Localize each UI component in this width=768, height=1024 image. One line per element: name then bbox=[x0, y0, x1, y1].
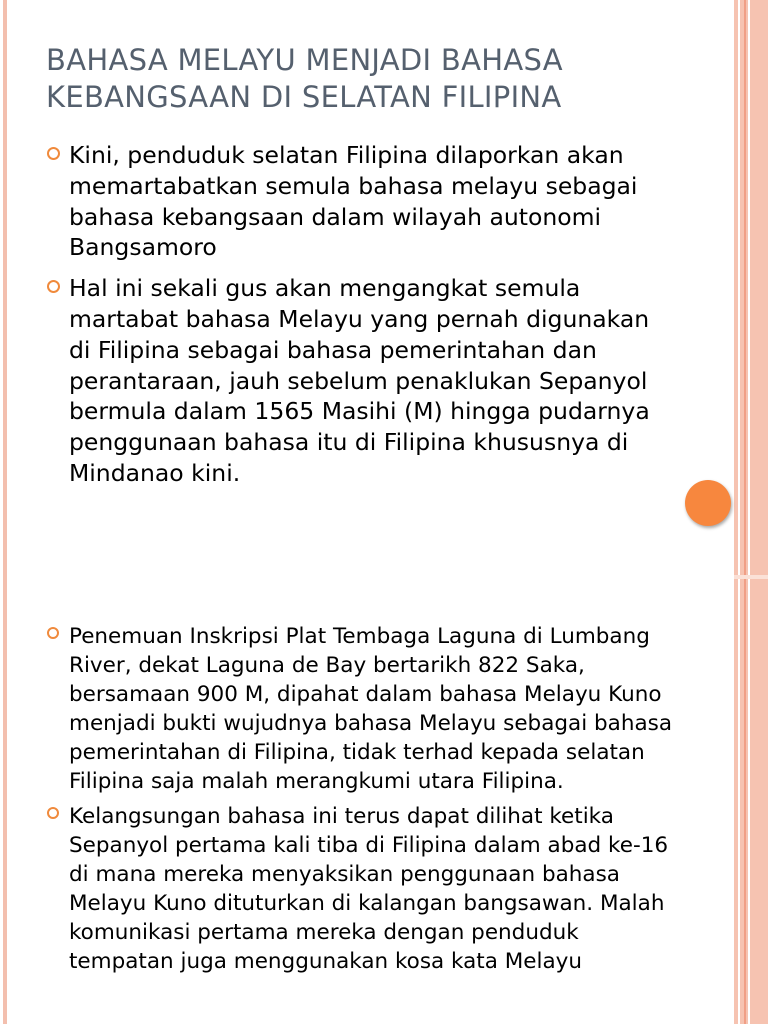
list-item bbox=[46, 140, 666, 263]
bullet-list-upper bbox=[46, 140, 666, 499]
bullet-text: Hal ini sekali gus akan mengangkat semula martabat bahasa Melayu yang pernah digunakan di Filipina sebagai bahasa pemerintahan dan perantaraan, jauh sebelum penaklukan Sepanyol bermula dalam 1565 Masihi (M) hingga pudarnya penggunaan bahasa itu di Filipina khususnya di Mindanao kini. bbox=[69, 274, 650, 487]
list-item bbox=[46, 622, 686, 796]
border-line bbox=[744, 0, 746, 1024]
hollow-circle-bullet-icon bbox=[47, 280, 60, 293]
left-border-rule bbox=[3, 0, 7, 1024]
bullet-text: Penemuan Inskripsi Plat Tembaga Laguna di Lumbang River, dekat Laguna de Bay bertarikh 822 Saka, bersamaan 900 M, dipahat dalam bahasa Melayu Kuno menjadi bukti wujudnya bahasa Melayu sebagai bahasa pemerintahan di Filipina, tidak terhad kepada selatan Filipina saja malah merangkumi utara Filipina. bbox=[69, 624, 673, 794]
bullet-text: Kini, penduduk selatan Filipina dilaporkan akan memartabatkan semula bahasa melayu sebagai bahasa kebangsaan dalam wilayah autonomi Bangsamoro bbox=[69, 141, 638, 262]
right-border-panel bbox=[734, 0, 768, 1024]
hollow-circle-bullet-icon bbox=[47, 627, 59, 639]
hollow-circle-bullet-icon bbox=[47, 147, 60, 160]
hollow-circle-bullet-icon bbox=[47, 807, 59, 819]
border-line bbox=[738, 0, 740, 1024]
list-item bbox=[46, 273, 666, 489]
bullet-text: Kelangsungan bahasa ini terus dapat dilihat ketika Sepanyol pertama kali tiba di Filipina dalam abad ke-16 di mana mereka menyaksikan penggunaan bahasa Melayu Kuno dituturkan di kalangan bangsawan. Malah komunikasi pertama mereka dengan penduduk tempatan juga menggunakan kosa kata Melayu bbox=[69, 804, 669, 974]
border-line bbox=[748, 0, 750, 1024]
slide-separator bbox=[734, 575, 768, 579]
page-title: BAHASA MELAYU MENJADI BAHASA KEBANGSAAN DI SELATAN FILIPINA bbox=[46, 43, 563, 114]
list-item bbox=[46, 802, 686, 976]
orange-circle-dot-icon bbox=[685, 480, 731, 526]
bullet-list-lower bbox=[46, 622, 686, 982]
